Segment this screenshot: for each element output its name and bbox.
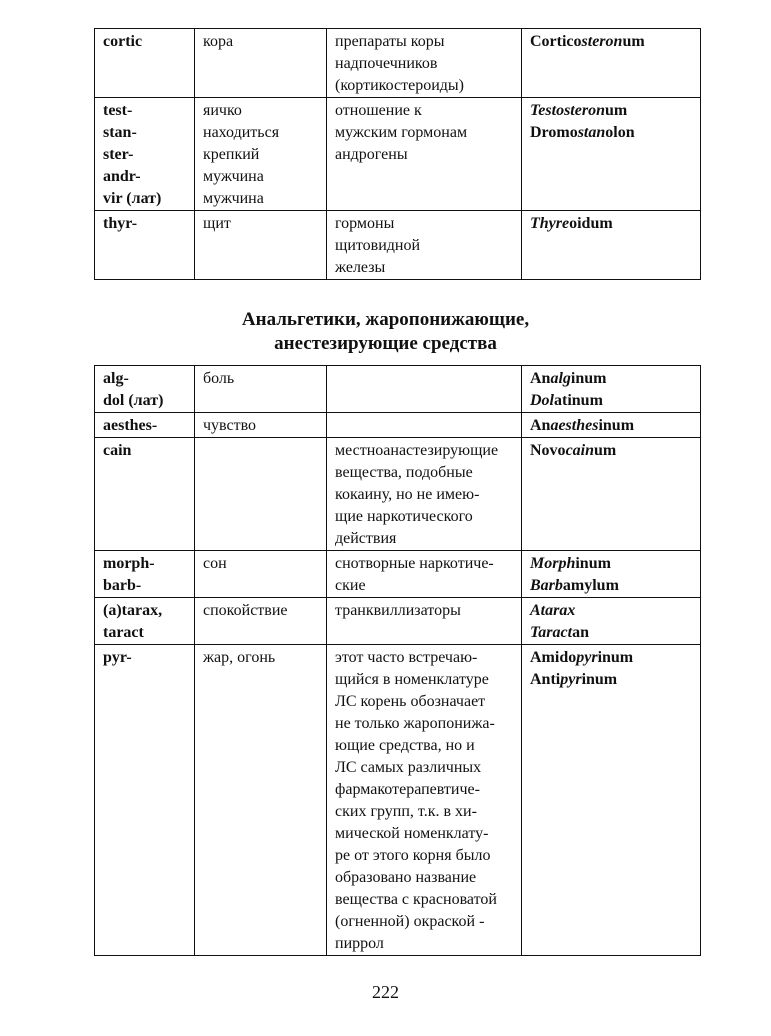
roots-table-hormones — [94, 28, 701, 280]
root-cell — [95, 598, 195, 645]
root-line: dol (лат) — [103, 392, 164, 409]
root-line: cain — [103, 442, 132, 459]
drug-name — [530, 368, 692, 390]
table-row — [95, 551, 701, 598]
drug-name — [530, 31, 692, 53]
description-line: железы — [335, 259, 386, 276]
meaning-line: кора — [203, 33, 234, 50]
root-line: alg- — [103, 370, 129, 387]
root-cell — [95, 211, 195, 280]
description-cell — [327, 551, 522, 598]
drug-name — [530, 213, 692, 235]
section-title-line: Анальгетики, жаропонижающие, — [241, 309, 530, 330]
root-line: andr- — [103, 168, 141, 185]
meaning-line: чувство — [203, 417, 257, 434]
root-cell — [95, 438, 195, 551]
description-line: надпочечников — [335, 55, 438, 72]
description-cell — [327, 645, 522, 956]
root-cell — [95, 551, 195, 598]
description-line: отношение к — [335, 102, 422, 119]
description-line: мической номенклату- — [335, 825, 489, 842]
drug-name-root-part: Barb — [530, 577, 563, 594]
drug-name — [530, 100, 692, 122]
description-line: действия — [335, 530, 397, 547]
drug-name-part: amylum — [562, 577, 619, 594]
drug-name-part: Novo — [530, 442, 566, 459]
drug-name — [530, 390, 692, 412]
drug-name — [530, 647, 692, 669]
section-title — [0, 308, 771, 356]
drug-name-cell — [522, 645, 701, 956]
page-number: 222 — [372, 982, 399, 1002]
root-line: ster- — [103, 146, 134, 163]
description-line: ре от этого корня было — [335, 847, 491, 864]
drug-name-root-part: alg — [550, 370, 571, 387]
meaning-line: сон — [203, 555, 227, 572]
drug-name-part: Amido — [530, 649, 577, 666]
description-line: не только жаропонижа- — [335, 715, 495, 732]
meaning-cell — [195, 413, 327, 438]
root-cell — [95, 413, 195, 438]
root-line: (a)tarax, — [103, 602, 163, 619]
drug-name — [530, 575, 692, 597]
description-line: снотворные наркотиче- — [335, 555, 494, 572]
meaning-cell — [195, 366, 327, 413]
description-line: образовано название — [335, 869, 477, 886]
description-line: андрогены — [335, 146, 408, 163]
meaning-cell — [195, 645, 327, 956]
drug-name-cell — [522, 211, 701, 280]
drug-name-root-part: aesthes — [550, 417, 599, 434]
description-line: этот часто встречаю- — [335, 649, 478, 666]
drug-name-root-part: Dol — [530, 392, 554, 409]
drug-name-cell — [522, 98, 701, 211]
root-line: pyr- — [103, 649, 132, 666]
description-line: препараты коры — [335, 33, 445, 50]
drug-name-part: Anti — [530, 671, 561, 688]
description-line: вещества с красноватой — [335, 891, 497, 908]
root-cell — [95, 29, 195, 98]
table-row — [95, 598, 701, 645]
description-line: ющие средства, но и — [335, 737, 475, 754]
drug-name-root-part: Testosteron — [530, 102, 605, 119]
drug-name-part: oidum — [569, 215, 613, 232]
description-line: щие наркотического — [335, 508, 473, 525]
description-line: ские — [335, 577, 366, 594]
description-cell — [327, 598, 522, 645]
root-cell — [95, 366, 195, 413]
drug-name-root-part: steron — [581, 33, 623, 50]
drug-name-part: inum — [581, 671, 618, 688]
meaning-line: жар, огонь — [203, 649, 276, 666]
description-line: ЛС самых различных — [335, 759, 482, 776]
table-row — [95, 211, 701, 280]
roots-table-analgesics — [94, 365, 701, 956]
drug-name-part: atinum — [554, 392, 603, 409]
description-cell — [327, 29, 522, 98]
table-row — [95, 438, 701, 551]
root-line: vir (лат) — [103, 190, 162, 207]
drug-name-part: olon — [605, 124, 635, 141]
description-line: ЛС корень обозначает — [335, 693, 486, 710]
drug-name-part: inum — [575, 555, 611, 572]
meaning-line: спокойствие — [203, 602, 288, 619]
meaning-line: щит — [203, 215, 231, 232]
drug-name-cell — [522, 413, 701, 438]
root-line: thyr- — [103, 215, 138, 232]
drug-name-part: Dromo — [530, 124, 578, 141]
drug-name — [530, 122, 692, 144]
description-line: пиррол — [335, 935, 384, 952]
drug-name — [530, 415, 692, 437]
description-cell — [327, 211, 522, 280]
description-line: вещества, подобные — [335, 464, 473, 481]
drug-name-cell — [522, 598, 701, 645]
drug-name-part: an — [572, 624, 589, 641]
description-cell — [327, 98, 522, 211]
drug-name-root-part: Thyre — [530, 215, 570, 232]
description-line: щийся в номенклатуре — [335, 671, 489, 688]
meaning-line: крепкий — [203, 146, 260, 163]
description-cell — [327, 366, 522, 413]
description-line: мужским гормонам — [335, 124, 468, 141]
table-row — [95, 366, 701, 413]
drug-name-root-part: Taract — [530, 624, 573, 641]
description-line: местноанастезирующие — [335, 442, 499, 459]
drug-name-root-part: Atarax — [530, 602, 576, 619]
meaning-line: находиться — [203, 124, 280, 141]
drug-name — [530, 622, 692, 644]
drug-name-part: Cortico — [530, 33, 582, 50]
root-line: test- — [103, 102, 133, 119]
description-line: гормоны — [335, 215, 395, 232]
drug-name-root-part: pyr — [560, 671, 582, 688]
root-line: taract — [103, 624, 144, 641]
description-line: (огненной) окраской - — [335, 913, 485, 930]
drug-name — [530, 669, 692, 691]
root-cell — [95, 645, 195, 956]
description-line: транквиллизаторы — [335, 602, 461, 619]
table-row — [95, 413, 701, 438]
drug-name-part: um — [594, 442, 617, 459]
drug-name-cell — [522, 551, 701, 598]
drug-name-cell — [522, 366, 701, 413]
drug-name-root-part: stan — [577, 124, 606, 141]
description-cell — [327, 413, 522, 438]
meaning-line: боль — [203, 370, 235, 387]
drug-name-part: um — [604, 102, 628, 119]
drug-name-part: inum — [597, 649, 634, 666]
drug-name-part: um — [622, 33, 645, 50]
meaning-line: мужчина — [203, 168, 264, 185]
description-line: ских групп, т.к. в хи- — [335, 803, 477, 820]
root-cell — [95, 98, 195, 211]
meaning-cell — [195, 551, 327, 598]
drug-name-part: An — [530, 417, 551, 434]
drug-name-part: inum — [598, 417, 635, 434]
drug-name-root-part: Morph — [530, 555, 576, 572]
root-line: stan- — [103, 124, 137, 141]
drug-name-root-part: cain — [565, 442, 595, 459]
description-cell — [327, 438, 522, 551]
description-line: фармакотерапевтиче- — [335, 781, 480, 798]
table-row — [95, 98, 701, 211]
meaning-cell — [195, 98, 327, 211]
description-line: кокаину, но не имею- — [335, 486, 480, 503]
description-line: (кортикостероиды) — [335, 77, 464, 94]
meaning-cell — [195, 211, 327, 280]
meaning-cell — [195, 29, 327, 98]
meaning-cell — [195, 438, 327, 551]
drug-name-part: An — [530, 370, 551, 387]
root-line: barb- — [103, 577, 142, 594]
table-row — [95, 29, 701, 98]
drug-name-part: inum — [570, 370, 607, 387]
drug-name — [530, 440, 692, 462]
drug-name — [530, 600, 692, 622]
drug-name-cell — [522, 438, 701, 551]
drug-name-cell — [522, 29, 701, 98]
meaning-cell — [195, 598, 327, 645]
root-line: morph- — [103, 555, 155, 572]
meaning-line: яичко — [203, 102, 242, 119]
description-line: щитовидной — [335, 237, 421, 254]
root-line: cortic — [103, 33, 143, 50]
table-row — [95, 645, 701, 956]
drug-name — [530, 553, 692, 575]
section-title-line: анестезирующие средства — [274, 333, 497, 354]
root-line: aesthes- — [103, 417, 158, 434]
meaning-line: мужчина — [203, 190, 264, 207]
drug-name-root-part: pyr — [576, 649, 598, 666]
